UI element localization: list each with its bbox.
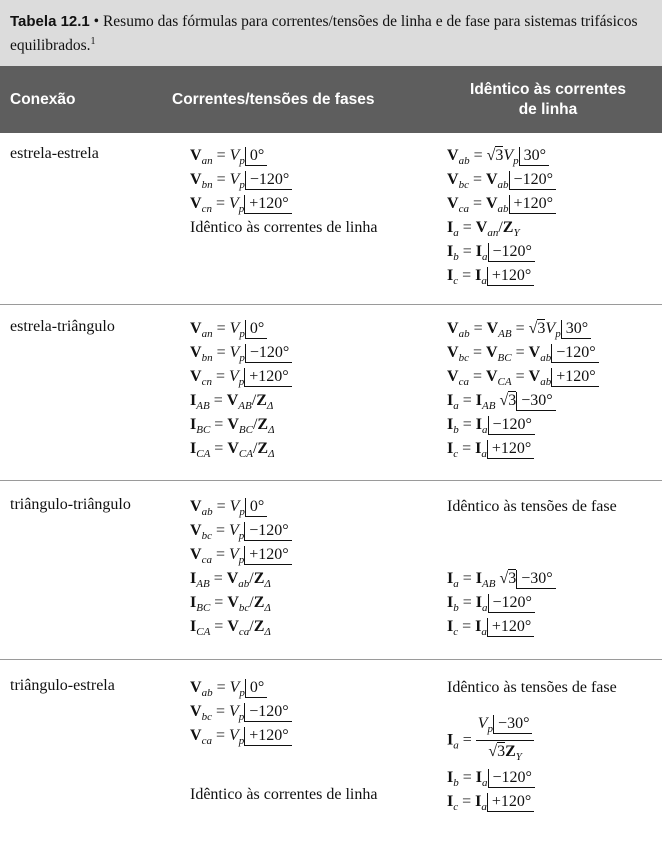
table-row	[0, 133, 662, 305]
row-phase-formulas: $V_{an} = V_p$ 0° $V_{bn} = V_p -120^\circ$ $V_{cn} = V_p +120^\circ$ Idêntico às correntes de linha	[190, 145, 377, 241]
row-connection: triângulo-triângulo	[10, 496, 131, 513]
row-note: Idêntico às correntes de linha	[190, 786, 378, 803]
row-line-formulas: Idêntico às tensões de fase $I_a = I_{AB}$ √3 −30° $I_b = I_a -120^\circ$ $I_c = I_a +120^\circ$	[447, 498, 617, 639]
header-line-l1: Idêntico às correntes	[470, 81, 626, 98]
header-line	[448, 80, 648, 120]
row-connection: triângulo-estrela	[10, 677, 115, 694]
row-line-formulas: $V_{ab} = V_{AB} = √3V_p$ 30° $V_{bc} = V_{BC} = V_{ab} -120^\circ$ $V_{ca} = V_{CA} = V_{ab} +120^\circ$ $I_a = I_{AB}$ √3 −30° $I_b = I_a -120^\circ$ $I_c = I_a +120^\circ$	[447, 318, 599, 462]
row-note: Idêntico às tensões de fase	[447, 679, 617, 696]
row-connection: estrela-estrela	[10, 145, 99, 162]
row-line-formulas: Idêntico às tensões de fase $I_a$ = $\frac{V_p -30^\circ}{√3Z_Y}$ $I_b = I_a -120^\circ$ $I_c = I_a +120^\circ$	[447, 679, 617, 814]
table-row	[0, 305, 662, 481]
caption-bullet: •	[89, 13, 103, 30]
row-connection: estrela-triângulo	[10, 318, 115, 335]
header-connection: Conexão	[10, 91, 76, 108]
row-line-formulas: $V_{ab} = √3V_p$ 30° $V_{bc} = V_{ab} -120^\circ$ $V_{ca} = V_{ab} +120^\circ$ $I_a = V_{an}/Z_Y$ $I_b = I_a -120^\circ$ $I_c = I_a +120^\circ$	[447, 145, 556, 289]
header-line-l2: de linha	[518, 101, 578, 118]
table-row	[0, 660, 662, 864]
table-caption	[0, 0, 662, 66]
row-note: Idêntico às tensões de fase	[447, 498, 617, 515]
row-phase-formulas: $V_{ab} = V_p$ 0° $V_{bc} = V_p -120^\circ$ $V_{ca} = V_p +120^\circ$ $I_{AB} = V_{ab}/Z_\Delta$ $I_{BC} = V_{bc}/Z_\Delta$ $I_{CA} = V_{ca}/Z_\Delta$	[190, 496, 292, 640]
caption-footnote: 1	[90, 36, 96, 47]
table-header	[0, 66, 662, 133]
header-phase: Correntes/tensões de fases	[172, 91, 375, 108]
row-phase-formulas: $V_{an} = V_p$ 0° $V_{bn} = V_p -120^\circ$ $V_{cn} = V_p +120^\circ$ $I_{AB} = V_{AB}/Z_\Delta$ $I_{BC} = V_{BC}/Z_\Delta$ $I_{CA} = V_{CA}/Z_\Delta$	[190, 318, 292, 462]
caption-text: Resumo das fórmulas para correntes/tensões de linha e de fase para sistemas trifásicos equilibrados.	[10, 13, 638, 55]
row-note: Idêntico às correntes de linha	[190, 219, 378, 236]
row-phase-formulas: $V_{ab} = V_p$ 0° $V_{bc} = V_p -120^\circ$ $V_{ca} = V_p +120^\circ$ Idêntico às correntes de linha	[190, 677, 377, 808]
caption-label: Tabela 12.1	[10, 13, 90, 30]
table-row	[0, 481, 662, 660]
